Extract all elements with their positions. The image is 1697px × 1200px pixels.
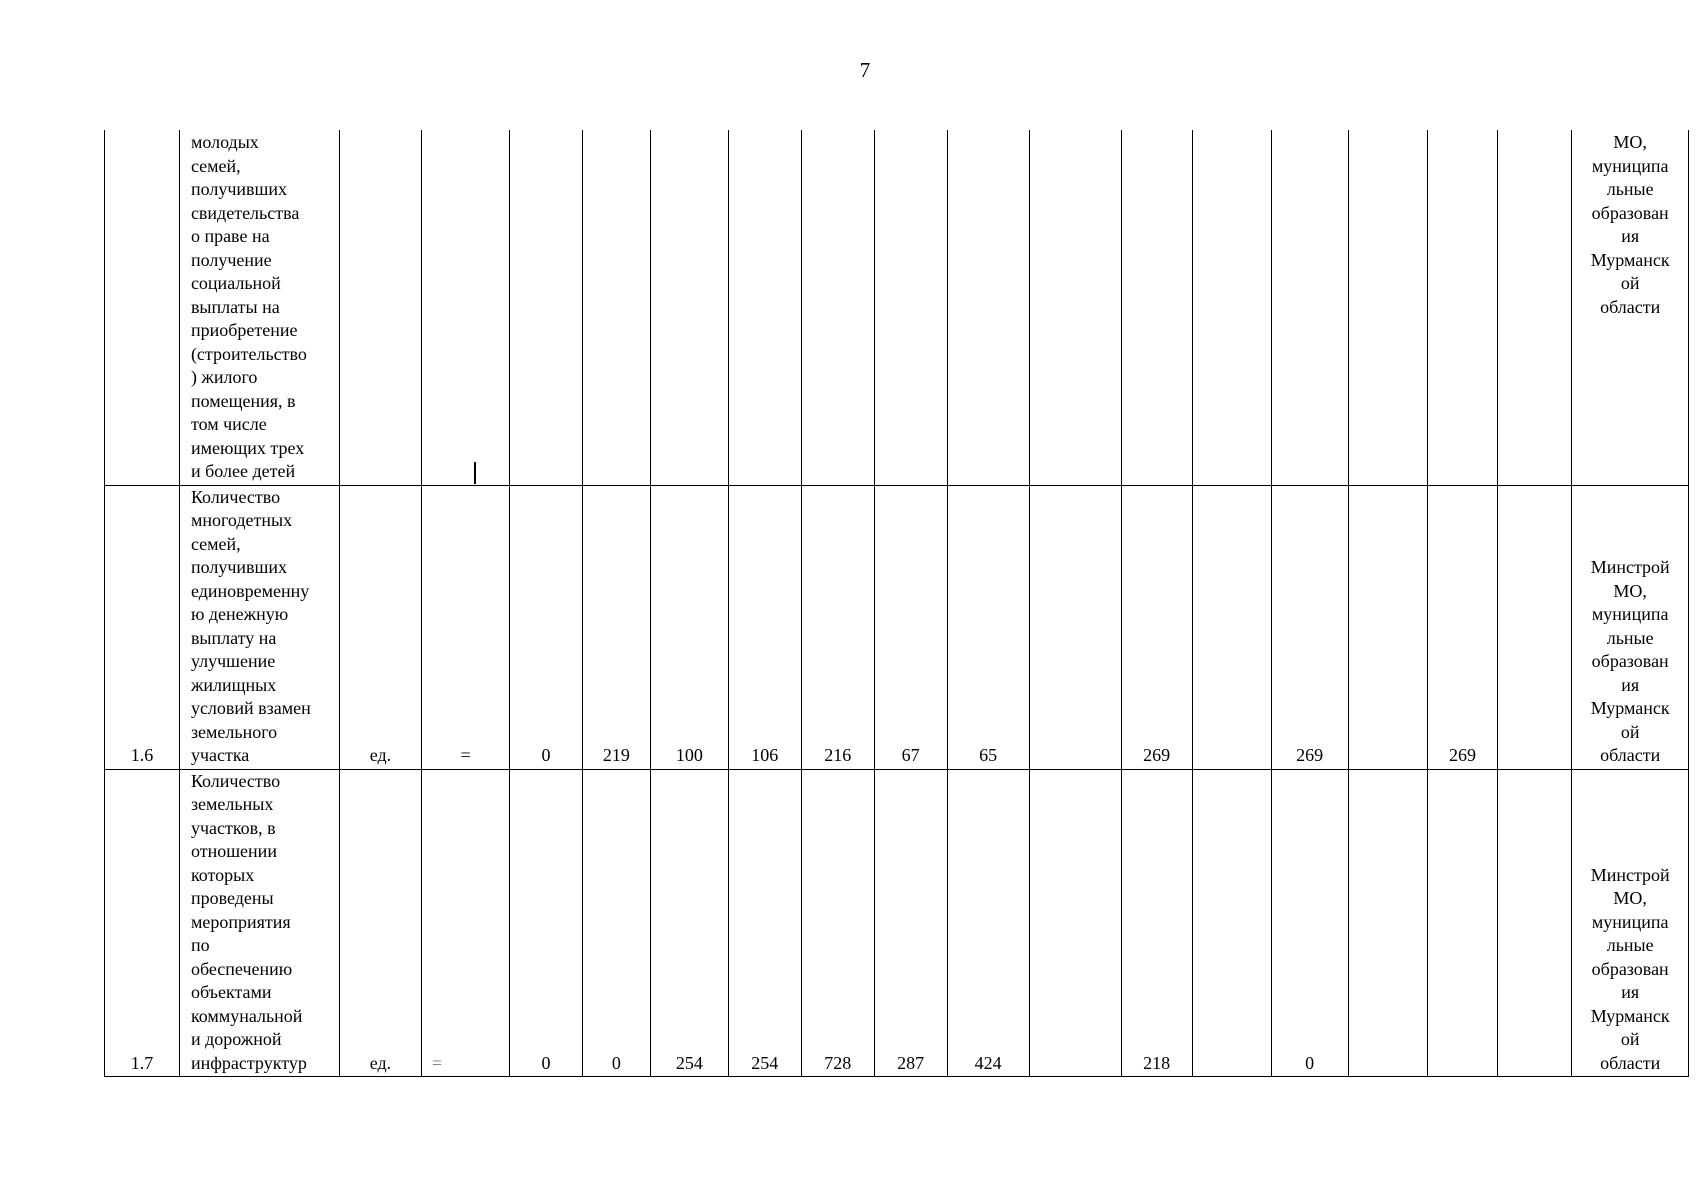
value-cell: 287	[874, 769, 947, 1077]
trend-cell	[421, 130, 509, 485]
value-cell	[510, 130, 583, 485]
responsible-cell: Минстрой МО, муниципа льные образован ия Мурманск ой области	[1572, 485, 1689, 769]
value-cell	[1498, 485, 1572, 769]
unit-cell: ед.	[339, 769, 421, 1077]
table-row	[105, 130, 1689, 485]
indicator-description: молодых семей, получивших свидетельства о праве на получение социальной выплаты на приобретение (строительство ) жилого помещения, в том числе имеющих трех и более детей	[179, 130, 339, 485]
table-row	[105, 485, 1689, 769]
value-cell	[1498, 769, 1572, 1077]
value-cell	[1192, 485, 1271, 769]
value-cell	[1271, 130, 1348, 485]
value-cell	[1121, 130, 1192, 485]
value-cell	[1348, 130, 1427, 485]
value-cell	[1348, 769, 1427, 1077]
value-cell: 728	[801, 769, 874, 1077]
row-number: 1.7	[105, 769, 180, 1077]
value-cell	[1029, 130, 1121, 485]
text-cursor	[474, 462, 476, 484]
value-cell	[1427, 130, 1498, 485]
value-cell: 0	[583, 769, 651, 1077]
value-cell: 424	[947, 769, 1029, 1077]
row-number: 1.6	[105, 485, 180, 769]
row-number	[105, 130, 180, 485]
value-cell	[1029, 485, 1121, 769]
value-cell: 269	[1427, 485, 1498, 769]
value-cell	[1348, 485, 1427, 769]
value-cell: 269	[1271, 485, 1348, 769]
table-row	[105, 769, 1689, 1077]
indicator-table	[104, 130, 1689, 1077]
value-cell: 254	[728, 769, 801, 1077]
value-cell: 67	[874, 485, 947, 769]
unit-cell: ед.	[339, 485, 421, 769]
value-cell: 269	[1121, 485, 1192, 769]
indicator-description: Количество земельных участков, в отношении которых проведены мероприятия по обеспечению объектами коммунальной и дорожной инфраструктур	[179, 769, 339, 1077]
value-cell	[1192, 769, 1271, 1077]
unit-cell	[339, 130, 421, 485]
responsible-cell: Минстрой МО, муниципа льные образован ия Мурманск ой области	[1572, 769, 1689, 1077]
value-cell	[1427, 769, 1498, 1077]
value-cell: 0	[510, 769, 583, 1077]
value-cell	[874, 130, 947, 485]
value-cell	[1192, 130, 1271, 485]
value-cell: 254	[650, 769, 728, 1077]
value-cell	[801, 130, 874, 485]
responsible-cell: МО, муниципа льные образован ия Мурманск ой области	[1572, 130, 1689, 485]
value-cell: 218	[1121, 769, 1192, 1077]
value-cell: 65	[947, 485, 1029, 769]
value-cell	[947, 130, 1029, 485]
trend-cell: =	[421, 769, 509, 1077]
value-cell	[1029, 769, 1121, 1077]
value-cell	[650, 130, 728, 485]
page-number: 7	[859, 58, 871, 82]
value-cell: 216	[801, 485, 874, 769]
value-cell	[728, 130, 801, 485]
value-cell	[583, 130, 651, 485]
value-cell: 100	[650, 485, 728, 769]
value-cell: 0	[1271, 769, 1348, 1077]
value-cell: 0	[510, 485, 583, 769]
value-cell: 106	[728, 485, 801, 769]
indicator-description: Количество многодетных семей, получивших единовременну ю денежную выплату на улучшение жилищных условий взамен земельного участка	[179, 485, 339, 769]
value-cell	[1498, 130, 1572, 485]
value-cell: 219	[583, 485, 651, 769]
trend-cell: =	[421, 485, 509, 769]
